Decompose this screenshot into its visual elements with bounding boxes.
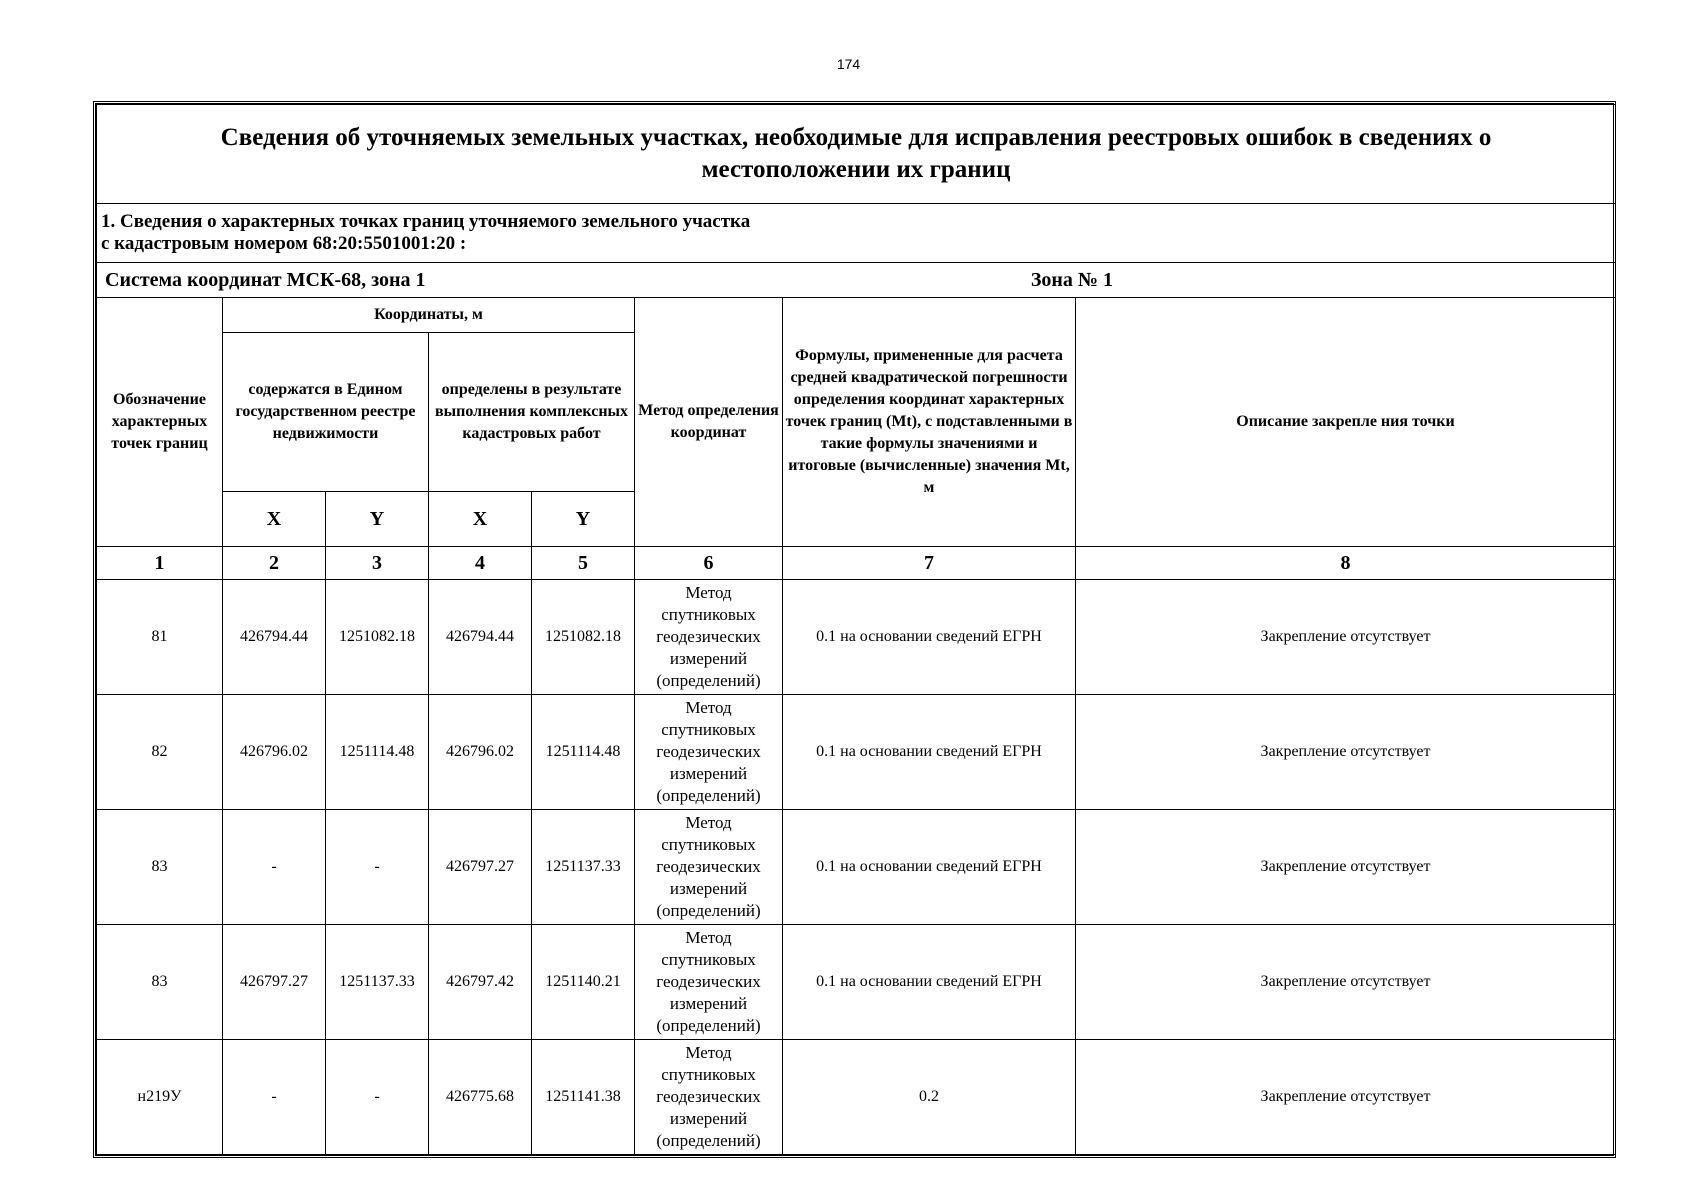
header-formula: Формулы, примененные для расчета средней квадратической погрешности определения координат характерных точек границ (Mt), с подставленными в такие формулы значениями и итоговые (вычисленные) значения Mt, м	[783, 298, 1076, 547]
column-number: 5	[532, 547, 635, 580]
method: Метод спутниковых геодезических измерений (определений)	[635, 1040, 783, 1155]
coordinate-system: Система координат МСК-68, зона 1	[105, 269, 426, 291]
y-egrn: -	[326, 810, 429, 925]
x-egrn: -	[223, 1040, 326, 1155]
column-number: 8	[1076, 547, 1616, 580]
x-egrn: -	[223, 810, 326, 925]
method: Метод спутниковых геодезических измерений (определений)	[635, 580, 783, 695]
x-kkr: 426797.27	[429, 810, 532, 925]
description: Закрепление отсутствует	[1076, 695, 1616, 810]
header-x-egrn: X	[223, 492, 326, 547]
column-number: 6	[635, 547, 783, 580]
x-kkr: 426794.44	[429, 580, 532, 695]
header-y-kkr: Y	[532, 492, 635, 547]
point-id: 83	[97, 810, 223, 925]
method: Метод спутниковых геодезических измерений (определений)	[635, 810, 783, 925]
table-row	[97, 580, 1616, 695]
header-y-egrn: Y	[326, 492, 429, 547]
column-number: 2	[223, 547, 326, 580]
column-number: 3	[326, 547, 429, 580]
header-coordinates: Координаты, м	[223, 298, 635, 333]
formula: 0.1 на основании сведений ЕГРН	[783, 580, 1076, 695]
formula: 0.2	[783, 1040, 1076, 1155]
column-numbers-row	[97, 547, 1616, 580]
column-number: 1	[97, 547, 223, 580]
document-table-frame	[93, 101, 1616, 1158]
point-id: 82	[97, 695, 223, 810]
page-number: 174	[836, 56, 861, 72]
y-egrn: 1251137.33	[326, 925, 429, 1040]
description: Закрепление отсутствует	[1076, 925, 1616, 1040]
table-row	[97, 925, 1616, 1040]
column-number: 4	[429, 547, 532, 580]
boundary-points-table	[96, 104, 1616, 1155]
y-kkr: 1251082.18	[532, 580, 635, 695]
description: Закрепление отсутствует	[1076, 810, 1616, 925]
method: Метод спутниковых геодезических измерений (определений)	[635, 695, 783, 810]
header-kkr-coordinates: определены в результате выполнения комплексных кадастровых работ	[429, 333, 635, 492]
point-id: 83	[97, 925, 223, 1040]
document-title: Сведения об уточняемых земельных участках, необходимые для исправления реестровых ошибок в сведениях о местоположении их границ	[97, 105, 1616, 204]
zone-label: Зона № 1	[1030, 269, 1113, 291]
section-heading-line1: 1. Сведения о характерных точках границ уточняемого земельного участка	[101, 211, 751, 232]
section-heading	[97, 204, 1616, 263]
y-egrn: -	[326, 1040, 429, 1155]
x-egrn: 426797.27	[223, 925, 326, 1040]
y-kkr: 1251137.33	[532, 810, 635, 925]
x-kkr: 426775.68	[429, 1040, 532, 1155]
y-egrn: 1251114.48	[326, 695, 429, 810]
x-egrn: 426794.44	[223, 580, 326, 695]
x-kkr: 426796.02	[429, 695, 532, 810]
description: Закрепление отсутствует	[1076, 580, 1616, 695]
header-point-designation: Обозначение характерных точек границ	[97, 298, 223, 547]
header-egrn-coordinates: содержатся в Едином государственном реестре недвижимости	[223, 333, 429, 492]
table-row	[97, 1040, 1616, 1155]
y-egrn: 1251082.18	[326, 580, 429, 695]
section-heading-line2: с кадастровым номером 68:20:5501001:20 :	[101, 233, 467, 254]
header-method: Метод определения координат	[635, 298, 783, 547]
description: Закрепление отсутствует	[1076, 1040, 1616, 1155]
point-id: 81	[97, 580, 223, 695]
coordinate-system-row	[97, 263, 1616, 298]
y-kkr: 1251141.38	[532, 1040, 635, 1155]
y-kkr: 1251140.21	[532, 925, 635, 1040]
method: Метод спутниковых геодезических измерений (определений)	[635, 925, 783, 1040]
formula: 0.1 на основании сведений ЕГРН	[783, 695, 1076, 810]
formula: 0.1 на основании сведений ЕГРН	[783, 925, 1076, 1040]
y-kkr: 1251114.48	[532, 695, 635, 810]
header-description: Описание закрепле ния точки	[1076, 298, 1616, 547]
x-egrn: 426796.02	[223, 695, 326, 810]
column-number: 7	[783, 547, 1076, 580]
header-x-kkr: X	[429, 492, 532, 547]
table-row	[97, 695, 1616, 810]
table-row	[97, 810, 1616, 925]
point-id: н219У	[97, 1040, 223, 1155]
formula: 0.1 на основании сведений ЕГРН	[783, 810, 1076, 925]
x-kkr: 426797.42	[429, 925, 532, 1040]
